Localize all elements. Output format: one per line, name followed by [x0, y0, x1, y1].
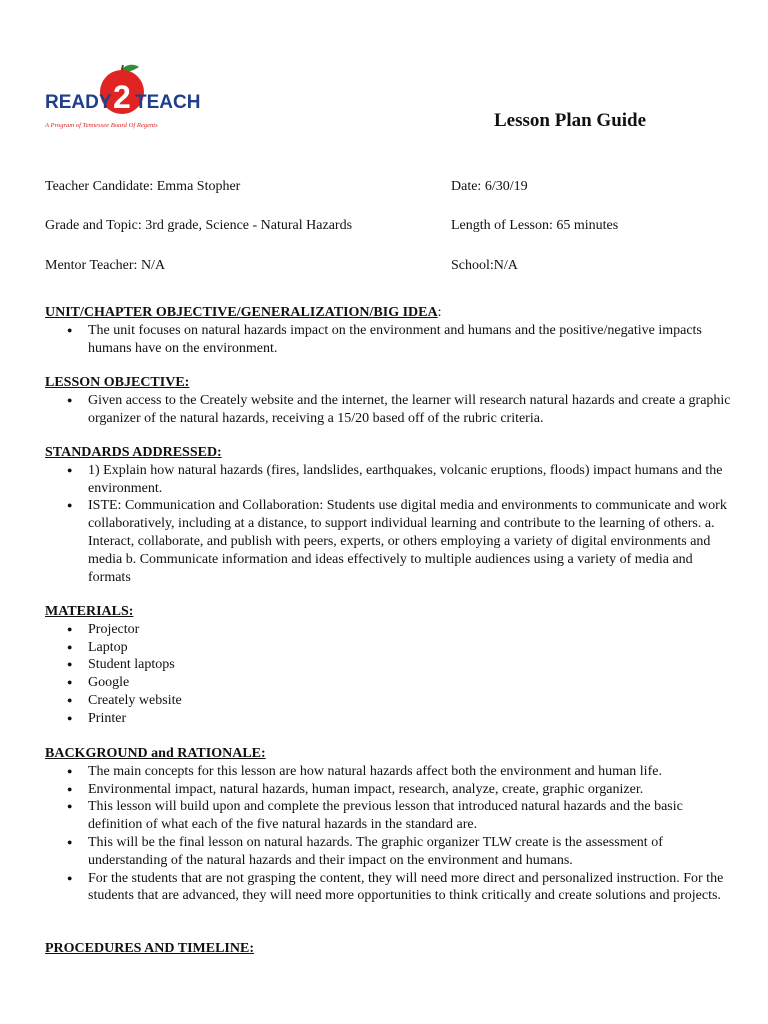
list-item: ● Laptop — [45, 639, 735, 657]
list-item: ● Projector — [45, 621, 735, 639]
logo-tagline: A Program of Tennessee Board Of Regents — [45, 122, 158, 129]
section-standards — [45, 444, 735, 586]
list-item: ● The unit focuses on natural hazards impact on the environment and humans and the positive/negative impacts humans have on the environment. — [45, 322, 735, 358]
list-item: ● This will be the final lesson on natural hazards. The graphic organizer TLW create is the assessment of understanding of the natural hazards and their impact on the environment and humans. — [45, 834, 735, 870]
logo-word-left: READY — [45, 92, 112, 113]
lesson-date: Date: 6/30/19 — [451, 179, 528, 194]
logo-numeral: 2 — [113, 79, 131, 115]
list-item: ● 1) Explain how natural hazards (fires, landslides, earthquakes, volcanic eruptions, floods) impact humans and the environment. — [45, 462, 735, 498]
lesson-length: Length of Lesson: 65 minutes — [451, 218, 619, 233]
list-item: ● Creately website — [45, 692, 735, 710]
section-materials — [45, 603, 735, 728]
mentor-teacher: Mentor Teacher: N/A — [45, 258, 166, 273]
section-heading: MATERIALS: — [45, 604, 134, 619]
section-procedures — [45, 940, 735, 958]
list-item: ● Google — [45, 674, 735, 692]
section-heading: PROCEDURES AND TIMELINE: — [45, 941, 254, 956]
list-item: ● Printer — [45, 710, 735, 728]
list-item: ● The main concepts for this lesson are how natural hazards affect both the environment and human life. — [45, 763, 735, 781]
school: School:N/A — [451, 258, 518, 273]
list-item: ● Environmental impact, natural hazards, human impact, research, analyze, create, graphic organizer. — [45, 781, 735, 799]
section-heading: LESSON OBJECTIVE: — [45, 375, 190, 390]
logo-word-right: TEACH — [135, 92, 201, 113]
section-unit — [45, 304, 735, 357]
teacher-candidate: Teacher Candidate: Emma Stopher — [45, 179, 241, 194]
ready2teach-logo — [44, 62, 201, 132]
section-background — [45, 745, 735, 905]
list-item: ● ISTE: Communication and Collaboration: Students use digital media and environments to communicate and work collaboratively, including at a distance, to support individual learning and contribute to the learning of others. a. Interact, collaborate, and publish with peers, experts, or others employing a variety of digital environments and media b. Communicate information and ideas effectively to multiple audiences using a variety of media and formats — [45, 497, 735, 586]
section-objective — [45, 374, 735, 427]
list-item: ● Given access to the Creately website and the internet, the learner will research natural hazards and create a graphic organizer of the natural hazards, receiving a 15/20 based off of the rubric criteria. — [45, 392, 735, 428]
page-title: Lesson Plan Guide — [494, 110, 647, 131]
section-heading: BACKGROUND and RATIONALE: — [45, 746, 266, 761]
list-item: ● For the students that are not grasping the content, they will need more direct and personalized instruction. For the students that are advanced, they will need more opportunities to think critically and create solutions and projects. — [45, 870, 735, 906]
grade-topic: Grade and Topic: 3rd grade, Science - Natural Hazards — [45, 218, 353, 233]
section-heading: UNIT/CHAPTER OBJECTIVE/GENERALIZATION/BIG IDEA: — [45, 305, 442, 320]
section-heading: STANDARDS ADDRESSED: — [45, 445, 222, 460]
list-item: ● Student laptops — [45, 656, 735, 674]
list-item: ● This lesson will build upon and complete the previous lesson that introduced natural hazards and the basic definition of what each of the five natural hazards in the standard are. — [45, 798, 735, 834]
